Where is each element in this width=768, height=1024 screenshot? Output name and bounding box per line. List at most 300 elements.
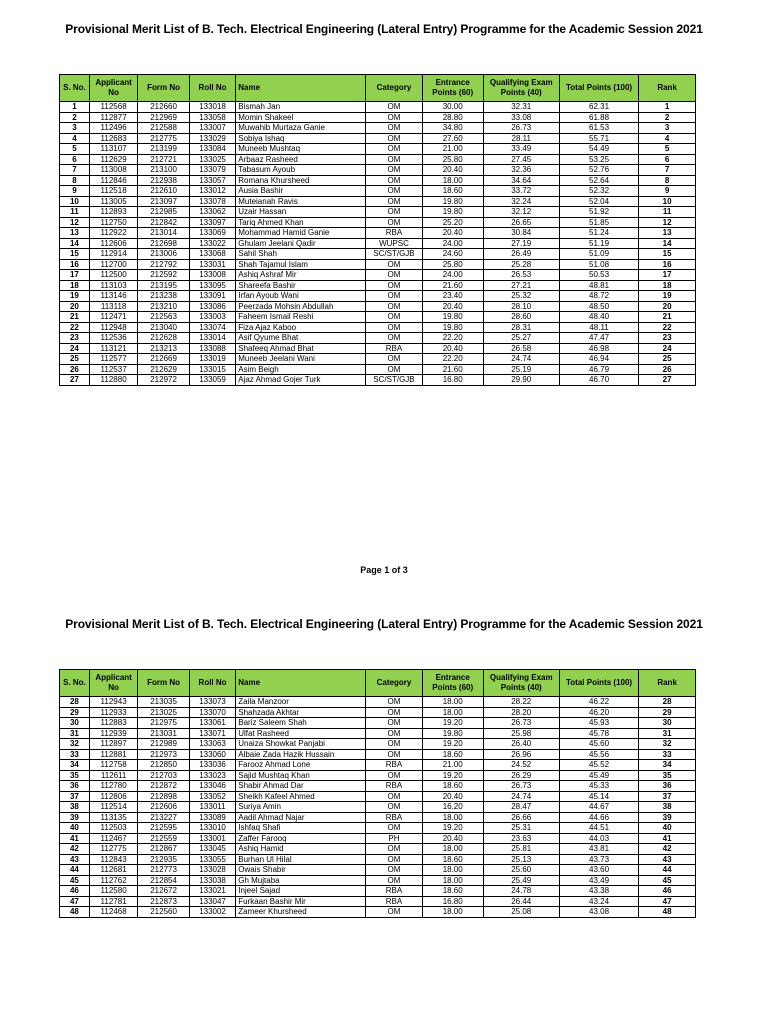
cell-entrance-points: 23.40 [422, 291, 483, 302]
cell-name: Asif Qyume Bhat [236, 333, 366, 344]
cell-entrance-points: 18.00 [422, 875, 483, 886]
cell-qualifying-points: 25.28 [483, 259, 559, 270]
cell-category: OM [366, 875, 423, 886]
cell-rank: 23 [639, 333, 696, 344]
cell-name: Aadil Ahmad Najar [236, 812, 366, 823]
table-row [60, 896, 696, 907]
cell-roll-no: 133061 [189, 718, 235, 729]
table-row [60, 812, 696, 823]
table-row [60, 228, 696, 239]
cell-category: OM [366, 823, 423, 834]
table-row [60, 854, 696, 865]
cell-qualifying-points: 32.24 [483, 196, 559, 207]
cell-applicant-no: 112780 [89, 781, 137, 792]
cell-roll-no: 133002 [189, 907, 235, 918]
table-row [60, 844, 696, 855]
cell-sno: 22 [60, 322, 90, 333]
header-rank: Rank [639, 670, 696, 697]
header-sno: S. No. [60, 75, 90, 102]
cell-category: OM [366, 312, 423, 323]
cell-name: Muteianah Ravis [236, 196, 366, 207]
cell-form-no: 213006 [138, 249, 190, 260]
cell-form-no: 212592 [138, 270, 190, 281]
cell-sno: 42 [60, 844, 90, 855]
cell-roll-no: 133063 [189, 739, 235, 750]
cell-applicant-no: 112700 [89, 259, 137, 270]
cell-applicant-no: 112758 [89, 760, 137, 771]
cell-rank: 24 [639, 343, 696, 354]
header-category: Category [366, 75, 423, 102]
cell-applicant-no: 113118 [89, 301, 137, 312]
cell-name: Peerzada Mohsin Abdullah [236, 301, 366, 312]
cell-total-points: 44.66 [559, 812, 638, 823]
table-row [60, 217, 696, 228]
cell-name: Asim Beigh [236, 364, 366, 375]
cell-name: Ghulam Jeelani Qadir [236, 238, 366, 249]
cell-entrance-points: 25.80 [422, 259, 483, 270]
table-row [60, 343, 696, 354]
cell-qualifying-points: 25.32 [483, 291, 559, 302]
cell-rank: 26 [639, 364, 696, 375]
cell-form-no: 212698 [138, 238, 190, 249]
cell-total-points: 62.31 [559, 102, 638, 113]
cell-entrance-points: 19.20 [422, 718, 483, 729]
table-row [60, 907, 696, 918]
table-row [60, 301, 696, 312]
cell-rank: 11 [639, 207, 696, 218]
cell-rank: 39 [639, 812, 696, 823]
table-row [60, 112, 696, 123]
cell-roll-no: 133071 [189, 728, 235, 739]
cell-roll-no: 133059 [189, 375, 235, 386]
cell-form-no: 213035 [138, 697, 190, 708]
cell-name: Tariq Ahmed Khan [236, 217, 366, 228]
cell-name: Zaffer Farooq [236, 833, 366, 844]
cell-applicant-no: 112897 [89, 739, 137, 750]
cell-rank: 40 [639, 823, 696, 834]
cell-qualifying-points: 27.19 [483, 238, 559, 249]
table-row [60, 154, 696, 165]
cell-total-points: 55.71 [559, 133, 638, 144]
cell-sno: 2 [60, 112, 90, 123]
cell-form-no: 213210 [138, 301, 190, 312]
header-category: Category [366, 670, 423, 697]
cell-qualifying-points: 26.53 [483, 270, 559, 281]
cell-applicant-no: 112883 [89, 718, 137, 729]
cell-applicant-no: 112806 [89, 791, 137, 802]
cell-qualifying-points: 28.11 [483, 133, 559, 144]
cell-form-no: 212989 [138, 739, 190, 750]
cell-qualifying-points: 26.44 [483, 896, 559, 907]
cell-qualifying-points: 27.21 [483, 280, 559, 291]
cell-rank: 13 [639, 228, 696, 239]
header-row [60, 75, 696, 102]
cell-name: Bariz Saleem Shah [236, 718, 366, 729]
cell-qualifying-points: 26.40 [483, 739, 559, 750]
page-title: Provisional Merit List of B. Tech. Electrical Engineering (Lateral Entry) Programme for the Academic Session 2021 [65, 617, 703, 631]
cell-entrance-points: 18.00 [422, 865, 483, 876]
cell-rank: 47 [639, 896, 696, 907]
cell-rank: 14 [639, 238, 696, 249]
cell-rank: 27 [639, 375, 696, 386]
cell-entrance-points: 24.00 [422, 238, 483, 249]
cell-name: Sahil Shah [236, 249, 366, 260]
cell-qualifying-points: 24.74 [483, 354, 559, 365]
cell-name: Unaiza Showkat Panjabi [236, 739, 366, 750]
cell-sno: 1 [60, 102, 90, 113]
cell-qualifying-points: 26.65 [483, 217, 559, 228]
cell-qualifying-points: 32.12 [483, 207, 559, 218]
cell-applicant-no: 112468 [89, 907, 137, 918]
cell-entrance-points: 22.20 [422, 333, 483, 344]
cell-form-no: 212595 [138, 823, 190, 834]
cell-applicant-no: 112503 [89, 823, 137, 834]
cell-sno: 34 [60, 760, 90, 771]
cell-form-no: 212898 [138, 791, 190, 802]
cell-name: Albaie Zada Hazik Hussain [236, 749, 366, 760]
cell-roll-no: 133086 [189, 301, 235, 312]
cell-applicant-no: 112681 [89, 865, 137, 876]
cell-sno: 17 [60, 270, 90, 281]
cell-form-no: 212973 [138, 749, 190, 760]
cell-rank: 42 [639, 844, 696, 855]
cell-category: OM [366, 718, 423, 729]
cell-sno: 3 [60, 123, 90, 134]
cell-total-points: 45.14 [559, 791, 638, 802]
cell-roll-no: 133068 [189, 249, 235, 260]
cell-total-points: 45.78 [559, 728, 638, 739]
cell-roll-no: 133029 [189, 133, 235, 144]
cell-applicant-no: 112750 [89, 217, 137, 228]
cell-applicant-no: 112606 [89, 238, 137, 249]
cell-roll-no: 133001 [189, 833, 235, 844]
cell-roll-no: 133011 [189, 802, 235, 813]
cell-sno: 19 [60, 291, 90, 302]
cell-rank: 9 [639, 186, 696, 197]
cell-category: RBA [366, 812, 423, 823]
cell-total-points: 53.25 [559, 154, 638, 165]
cell-applicant-no: 112568 [89, 102, 137, 113]
cell-sno: 11 [60, 207, 90, 218]
cell-total-points: 52.76 [559, 165, 638, 176]
cell-form-no: 213031 [138, 728, 190, 739]
cell-qualifying-points: 33.08 [483, 112, 559, 123]
merit-table-body [60, 697, 696, 918]
cell-qualifying-points: 26.73 [483, 781, 559, 792]
cell-total-points: 45.52 [559, 760, 638, 771]
cell-applicant-no: 112762 [89, 875, 137, 886]
cell-entrance-points: 19.80 [422, 196, 483, 207]
cell-total-points: 46.20 [559, 707, 638, 718]
cell-qualifying-points: 26.96 [483, 749, 559, 760]
cell-sno: 6 [60, 154, 90, 165]
cell-roll-no: 133070 [189, 707, 235, 718]
cell-category: OM [366, 333, 423, 344]
header-row [60, 670, 696, 697]
cell-entrance-points: 18.00 [422, 175, 483, 186]
cell-category: OM [366, 697, 423, 708]
cell-entrance-points: 21.60 [422, 280, 483, 291]
cell-applicant-no: 112843 [89, 854, 137, 865]
cell-applicant-no: 112939 [89, 728, 137, 739]
cell-rank: 25 [639, 354, 696, 365]
cell-sno: 20 [60, 301, 90, 312]
cell-total-points: 45.93 [559, 718, 638, 729]
cell-entrance-points: 20.40 [422, 301, 483, 312]
cell-total-points: 52.04 [559, 196, 638, 207]
cell-qualifying-points: 32.36 [483, 165, 559, 176]
cell-roll-no: 133091 [189, 291, 235, 302]
cell-roll-no: 133062 [189, 207, 235, 218]
cell-applicant-no: 113005 [89, 196, 137, 207]
cell-rank: 7 [639, 165, 696, 176]
cell-form-no: 212975 [138, 718, 190, 729]
cell-form-no: 212606 [138, 802, 190, 813]
cell-roll-no: 133022 [189, 238, 235, 249]
cell-name: Suriya Amin [236, 802, 366, 813]
cell-rank: 44 [639, 865, 696, 876]
cell-category: OM [366, 728, 423, 739]
cell-sno: 13 [60, 228, 90, 239]
cell-total-points: 51.92 [559, 207, 638, 218]
header-roll-no: Roll No [189, 670, 235, 697]
cell-entrance-points: 19.20 [422, 823, 483, 834]
table-row [60, 802, 696, 813]
cell-form-no: 212703 [138, 770, 190, 781]
cell-total-points: 43.73 [559, 854, 638, 865]
cell-form-no: 212867 [138, 844, 190, 855]
cell-entrance-points: 25.20 [422, 217, 483, 228]
cell-entrance-points: 30.00 [422, 102, 483, 113]
cell-name: Shabir Ahmad Dar [236, 781, 366, 792]
cell-category: OM [366, 144, 423, 155]
cell-form-no: 212938 [138, 175, 190, 186]
cell-total-points: 48.72 [559, 291, 638, 302]
cell-entrance-points: 24.00 [422, 270, 483, 281]
cell-total-points: 43.08 [559, 907, 638, 918]
cell-roll-no: 133003 [189, 312, 235, 323]
cell-entrance-points: 18.00 [422, 697, 483, 708]
cell-sno: 15 [60, 249, 90, 260]
cell-rank: 15 [639, 249, 696, 260]
cell-sno: 46 [60, 886, 90, 897]
cell-qualifying-points: 34.64 [483, 175, 559, 186]
cell-applicant-no: 112933 [89, 707, 137, 718]
cell-entrance-points: 21.00 [422, 760, 483, 771]
cell-sno: 39 [60, 812, 90, 823]
cell-roll-no: 133012 [189, 186, 235, 197]
cell-qualifying-points: 25.31 [483, 823, 559, 834]
cell-rank: 1 [639, 102, 696, 113]
cell-rank: 28 [639, 697, 696, 708]
cell-total-points: 43.81 [559, 844, 638, 855]
table-row [60, 707, 696, 718]
cell-applicant-no: 112500 [89, 270, 137, 281]
cell-form-no: 212985 [138, 207, 190, 218]
cell-roll-no: 133018 [189, 102, 235, 113]
cell-qualifying-points: 25.98 [483, 728, 559, 739]
cell-qualifying-points: 25.08 [483, 907, 559, 918]
cell-sno: 47 [60, 896, 90, 907]
cell-category: OM [366, 270, 423, 281]
table-row [60, 697, 696, 708]
cell-total-points: 48.11 [559, 322, 638, 333]
cell-form-no: 212872 [138, 781, 190, 792]
merit-table [59, 669, 696, 918]
cell-rank: 6 [639, 154, 696, 165]
cell-total-points: 48.50 [559, 301, 638, 312]
header-roll-no: Roll No [189, 75, 235, 102]
header-sno: S. No. [60, 670, 90, 697]
cell-roll-no: 133036 [189, 760, 235, 771]
cell-category: OM [366, 175, 423, 186]
cell-qualifying-points: 26.58 [483, 343, 559, 354]
cell-form-no: 212969 [138, 112, 190, 123]
cell-name: Muneeb Jeelani Wani [236, 354, 366, 365]
cell-sno: 23 [60, 333, 90, 344]
cell-roll-no: 133047 [189, 896, 235, 907]
cell-name: Uzair Hassan [236, 207, 366, 218]
cell-sno: 29 [60, 707, 90, 718]
cell-entrance-points: 20.40 [422, 791, 483, 802]
cell-applicant-no: 112629 [89, 154, 137, 165]
cell-roll-no: 133046 [189, 781, 235, 792]
cell-entrance-points: 19.80 [422, 322, 483, 333]
cell-name: Furkaan Bashir Mir [236, 896, 366, 907]
cell-name: Mohammad Hamid Ganie [236, 228, 366, 239]
cell-sno: 16 [60, 259, 90, 270]
cell-roll-no: 133084 [189, 144, 235, 155]
cell-applicant-no: 112893 [89, 207, 137, 218]
cell-entrance-points: 20.40 [422, 165, 483, 176]
cell-name: Sobiya Ishaq [236, 133, 366, 144]
cell-name: Tabasum Ayoub [236, 165, 366, 176]
page-number: Page 1 of 3 [360, 565, 408, 575]
cell-total-points: 43.60 [559, 865, 638, 876]
cell-form-no: 213195 [138, 280, 190, 291]
cell-roll-no: 133008 [189, 270, 235, 281]
cell-total-points: 52.32 [559, 186, 638, 197]
cell-category: OM [366, 196, 423, 207]
cell-qualifying-points: 24.78 [483, 886, 559, 897]
cell-name: Shahzada Akhtar [236, 707, 366, 718]
cell-sno: 43 [60, 854, 90, 865]
table-row [60, 770, 696, 781]
cell-total-points: 43.24 [559, 896, 638, 907]
table-row [60, 833, 696, 844]
cell-category: OM [366, 854, 423, 865]
cell-entrance-points: 18.00 [422, 812, 483, 823]
cell-entrance-points: 18.00 [422, 907, 483, 918]
cell-sno: 25 [60, 354, 90, 365]
cell-rank: 36 [639, 781, 696, 792]
cell-rank: 22 [639, 322, 696, 333]
table-row [60, 791, 696, 802]
cell-category: PH [366, 833, 423, 844]
cell-name: Gh Mujtaba [236, 875, 366, 886]
cell-category: RBA [366, 760, 423, 771]
cell-form-no: 212850 [138, 760, 190, 771]
cell-roll-no: 133007 [189, 123, 235, 134]
table-row [60, 739, 696, 750]
table-row [60, 133, 696, 144]
cell-applicant-no: 112880 [89, 375, 137, 386]
cell-form-no: 212792 [138, 259, 190, 270]
cell-sno: 18 [60, 280, 90, 291]
cell-roll-no: 133089 [189, 812, 235, 823]
cell-roll-no: 133074 [189, 322, 235, 333]
cell-name: Momin Shakeel [236, 112, 366, 123]
table-row [60, 259, 696, 270]
table-row [60, 270, 696, 281]
cell-entrance-points: 27.60 [422, 133, 483, 144]
cell-roll-no: 133023 [189, 770, 235, 781]
cell-total-points: 46.22 [559, 697, 638, 708]
table-row [60, 322, 696, 333]
cell-roll-no: 133028 [189, 865, 235, 876]
cell-rank: 35 [639, 770, 696, 781]
cell-applicant-no: 112943 [89, 697, 137, 708]
cell-name: Fiza Ajaz Kaboo [236, 322, 366, 333]
cell-sno: 36 [60, 781, 90, 792]
cell-roll-no: 133010 [189, 823, 235, 834]
cell-applicant-no: 113135 [89, 812, 137, 823]
table-row [60, 207, 696, 218]
cell-name: Shareefa Bashir [236, 280, 366, 291]
table-row [60, 781, 696, 792]
cell-category: OM [366, 844, 423, 855]
cell-rank: 21 [639, 312, 696, 323]
table-row [60, 823, 696, 834]
cell-name: Ausia Bashir [236, 186, 366, 197]
cell-entrance-points: 18.60 [422, 781, 483, 792]
cell-entrance-points: 16.80 [422, 375, 483, 386]
cell-rank: 4 [639, 133, 696, 144]
cell-total-points: 61.53 [559, 123, 638, 134]
table-row [60, 375, 696, 386]
cell-sno: 9 [60, 186, 90, 197]
cell-entrance-points: 18.60 [422, 886, 483, 897]
cell-form-no: 212560 [138, 907, 190, 918]
cell-sno: 24 [60, 343, 90, 354]
cell-applicant-no: 112536 [89, 333, 137, 344]
cell-rank: 18 [639, 280, 696, 291]
cell-applicant-no: 113107 [89, 144, 137, 155]
cell-form-no: 213025 [138, 707, 190, 718]
cell-qualifying-points: 26.29 [483, 770, 559, 781]
cell-qualifying-points: 28.60 [483, 312, 559, 323]
table-row [60, 718, 696, 729]
table-row [60, 291, 696, 302]
cell-sno: 27 [60, 375, 90, 386]
cell-sno: 40 [60, 823, 90, 834]
cell-category: WUPSC [366, 238, 423, 249]
cell-roll-no: 133095 [189, 280, 235, 291]
cell-roll-no: 133025 [189, 154, 235, 165]
cell-entrance-points: 19.80 [422, 207, 483, 218]
cell-rank: 33 [639, 749, 696, 760]
cell-sno: 8 [60, 175, 90, 186]
cell-entrance-points: 18.00 [422, 707, 483, 718]
cell-form-no: 213040 [138, 322, 190, 333]
cell-qualifying-points: 28.20 [483, 707, 559, 718]
cell-entrance-points: 16.80 [422, 896, 483, 907]
cell-rank: 48 [639, 907, 696, 918]
cell-qualifying-points: 25.81 [483, 844, 559, 855]
table-row [60, 238, 696, 249]
cell-applicant-no: 112467 [89, 833, 137, 844]
header-applicant-no: Applicant No [89, 75, 137, 102]
